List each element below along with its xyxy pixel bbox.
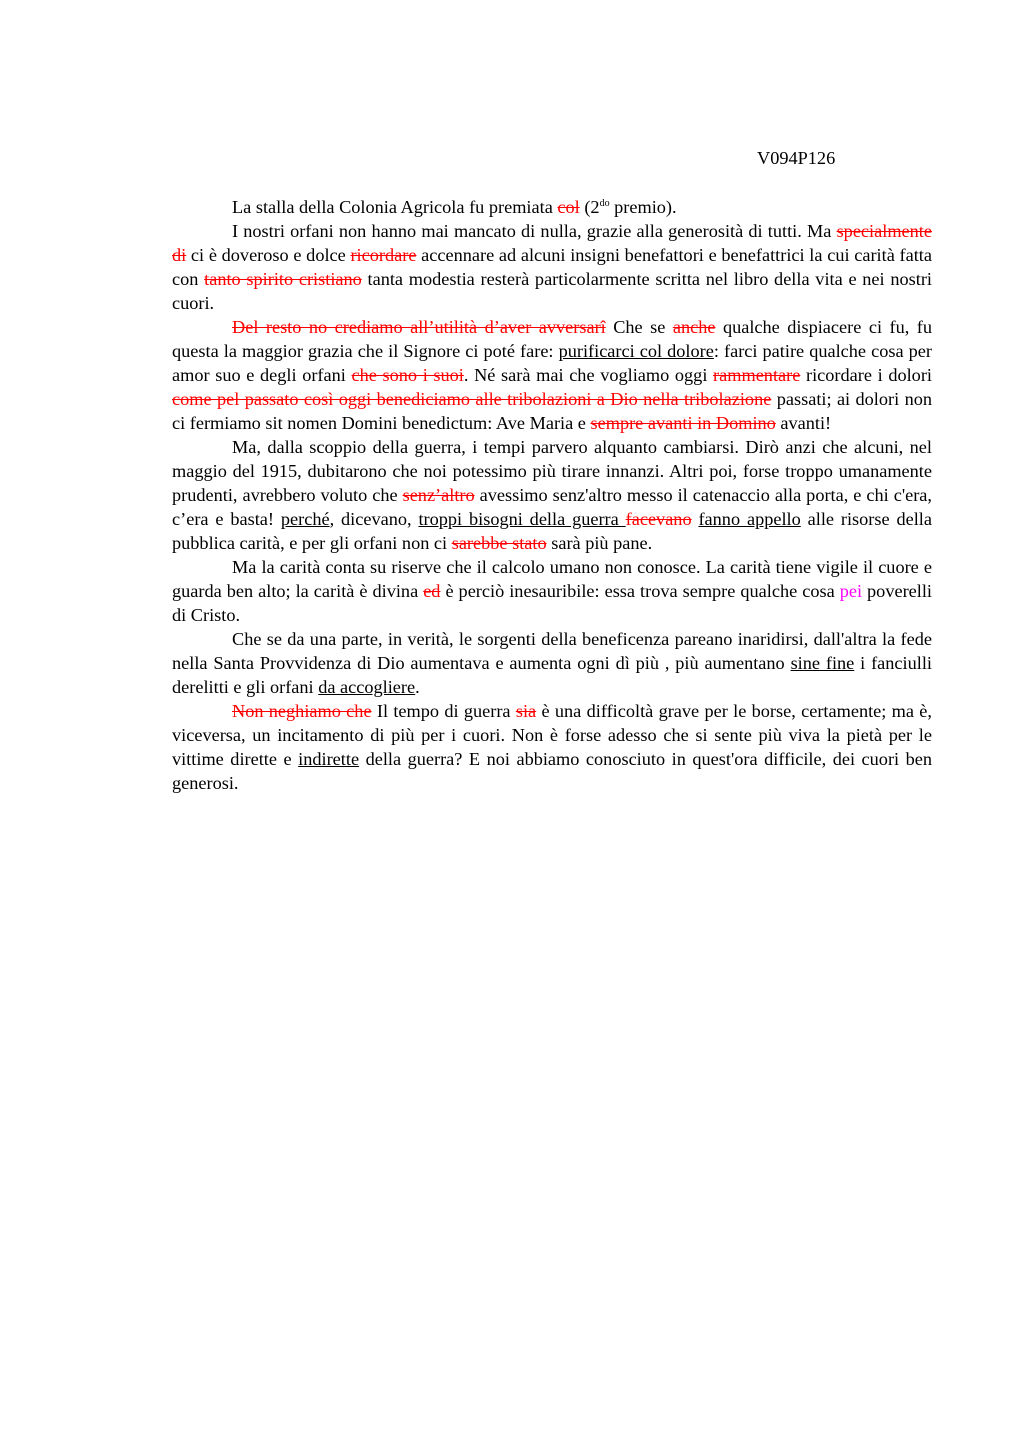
paragraph [172, 435, 932, 555]
text-run: (2 [579, 197, 600, 217]
text-run: Ma, dalla scoppio della guerra, i tempi parvero alquanto cambiarsi. Dirò anzi che alcuni, nel maggio del 1915, dubitarono che noi potessimo più tirare innanzi. Altri poi, forse troppo umanamente prudenti, avrebbero voluto che [172, 437, 932, 505]
text-run: qualche dispiacere ci fu, fu questa la maggior grazia che il Signore ci poté fare: [172, 317, 932, 361]
deleted-text: sarebbe stato [451, 533, 547, 553]
underlined-text: indirette [298, 749, 360, 769]
text-run: i fanciulli derelitti e gli orfani [172, 653, 932, 697]
text-run: premio). [609, 197, 677, 217]
paragraph [172, 555, 932, 627]
text-run: accennare ad alcuni insigni benefattori e benefattrici la cui carità fatta con [172, 245, 932, 289]
text-run: della guerra? E noi abbiamo conosciuto in quest'ora difficile, dei cuori ben generosi. [172, 749, 933, 793]
deleted-text: rammentare [713, 365, 801, 385]
text-run: poverelli di Cristo. [172, 581, 933, 625]
underlined-text: troppi bisogni della guerra [418, 509, 626, 529]
text-run: avessimo senz'altro messo il catenaccio alla porta, e chi c'era, c’era e basta! [172, 485, 932, 529]
text-run: sarà più pane. [546, 533, 653, 553]
text-run: Che se [605, 317, 673, 337]
text-run: La stalla della Colonia Agricola fu premiata [232, 197, 558, 217]
text-run: Che se da una parte, in verità, le sorgenti della beneficenza pareano inaridirsi, dall'altra la fede nella Santa Provvidenza di Dio aumentava e aumenta ogni dì più , più aumentano [172, 629, 932, 673]
deleted-text: specialmente di [172, 221, 932, 265]
text-run: alle risorse della pubblica carità, e per gli orfani non ci [172, 509, 933, 553]
text-run: , dicevano, [329, 509, 419, 529]
text-run: ci è doveroso e dolce [186, 245, 351, 265]
deleted-text: col [557, 197, 580, 217]
underlined-text: purificarci col dolore [558, 341, 714, 361]
text-run: . Né sarà mai che vogliamo oggi [463, 365, 714, 385]
deleted-text: facevano [625, 509, 692, 529]
underlined-text: sine fine [790, 653, 855, 673]
text-run: passati; ai dolori non ci fermiamo sit nomen Domini benedictum: Ave Maria e [172, 389, 932, 433]
superscript-text: do [599, 197, 610, 209]
paragraph [172, 315, 932, 435]
text-run: . [415, 677, 420, 697]
deleted-text: sempre avanti in Domino [590, 413, 776, 433]
text-run: è una difficoltà grave per le borse, certamente; ma è, viceversa, un incitamento di più per i cuori. Non è forse adesso che si sente più viva la pietà per le vittime dirette e [172, 701, 932, 769]
deleted-text: che sono i suoi [351, 365, 464, 385]
text-run: avanti! [775, 413, 832, 433]
paragraph [172, 195, 932, 219]
text-run: è perciò inesauribile: essa trova sempre qualche cosa [440, 581, 840, 601]
text-run: tanta modestia resterà particolarmente scritta nel libro della vita e nei nostri cuori. [172, 269, 932, 313]
underlined-text: da accogliere [318, 677, 416, 697]
deleted-text: ricordare [350, 245, 417, 265]
text-run: I nostri orfani non hanno mai mancato di nulla, grazie alla generosità di tutti. Ma [232, 221, 837, 241]
deleted-text: ed [423, 581, 441, 601]
paragraph [172, 699, 932, 795]
deleted-text: tanto spirito cristiano [204, 269, 362, 289]
paragraph [172, 219, 932, 315]
underlined-text: fanno appello [698, 509, 801, 529]
underlined-text: perché [280, 509, 330, 529]
deleted-text: Non neghiamo che [232, 701, 372, 721]
deleted-text: come pel passato così oggi benediciamo alle tribolazioni a Dio nella tribolazione [172, 389, 772, 409]
deleted-text: Del resto no crediamo all’utilità d’aver avversarî [232, 317, 606, 337]
page-identifier: V094P126 [757, 148, 836, 168]
text-run: Il tempo di guerra [371, 701, 516, 721]
deleted-text: senz’altro [402, 485, 475, 505]
deleted-text: sia [515, 701, 537, 721]
paragraph [172, 627, 932, 699]
document-body [172, 195, 932, 795]
deleted-text: anche [672, 317, 716, 337]
text-run: Ma la carità conta su riserve che il calcolo umano non conosce. La carità tiene vigile il cuore e guarda ben alto; la carità è divina [172, 557, 932, 601]
text-run: ricordare i dolori [800, 365, 932, 385]
inserted-text: pei [839, 581, 863, 601]
text-run: : farci patire qualche cosa per amor suo e degli orfani [172, 341, 932, 385]
